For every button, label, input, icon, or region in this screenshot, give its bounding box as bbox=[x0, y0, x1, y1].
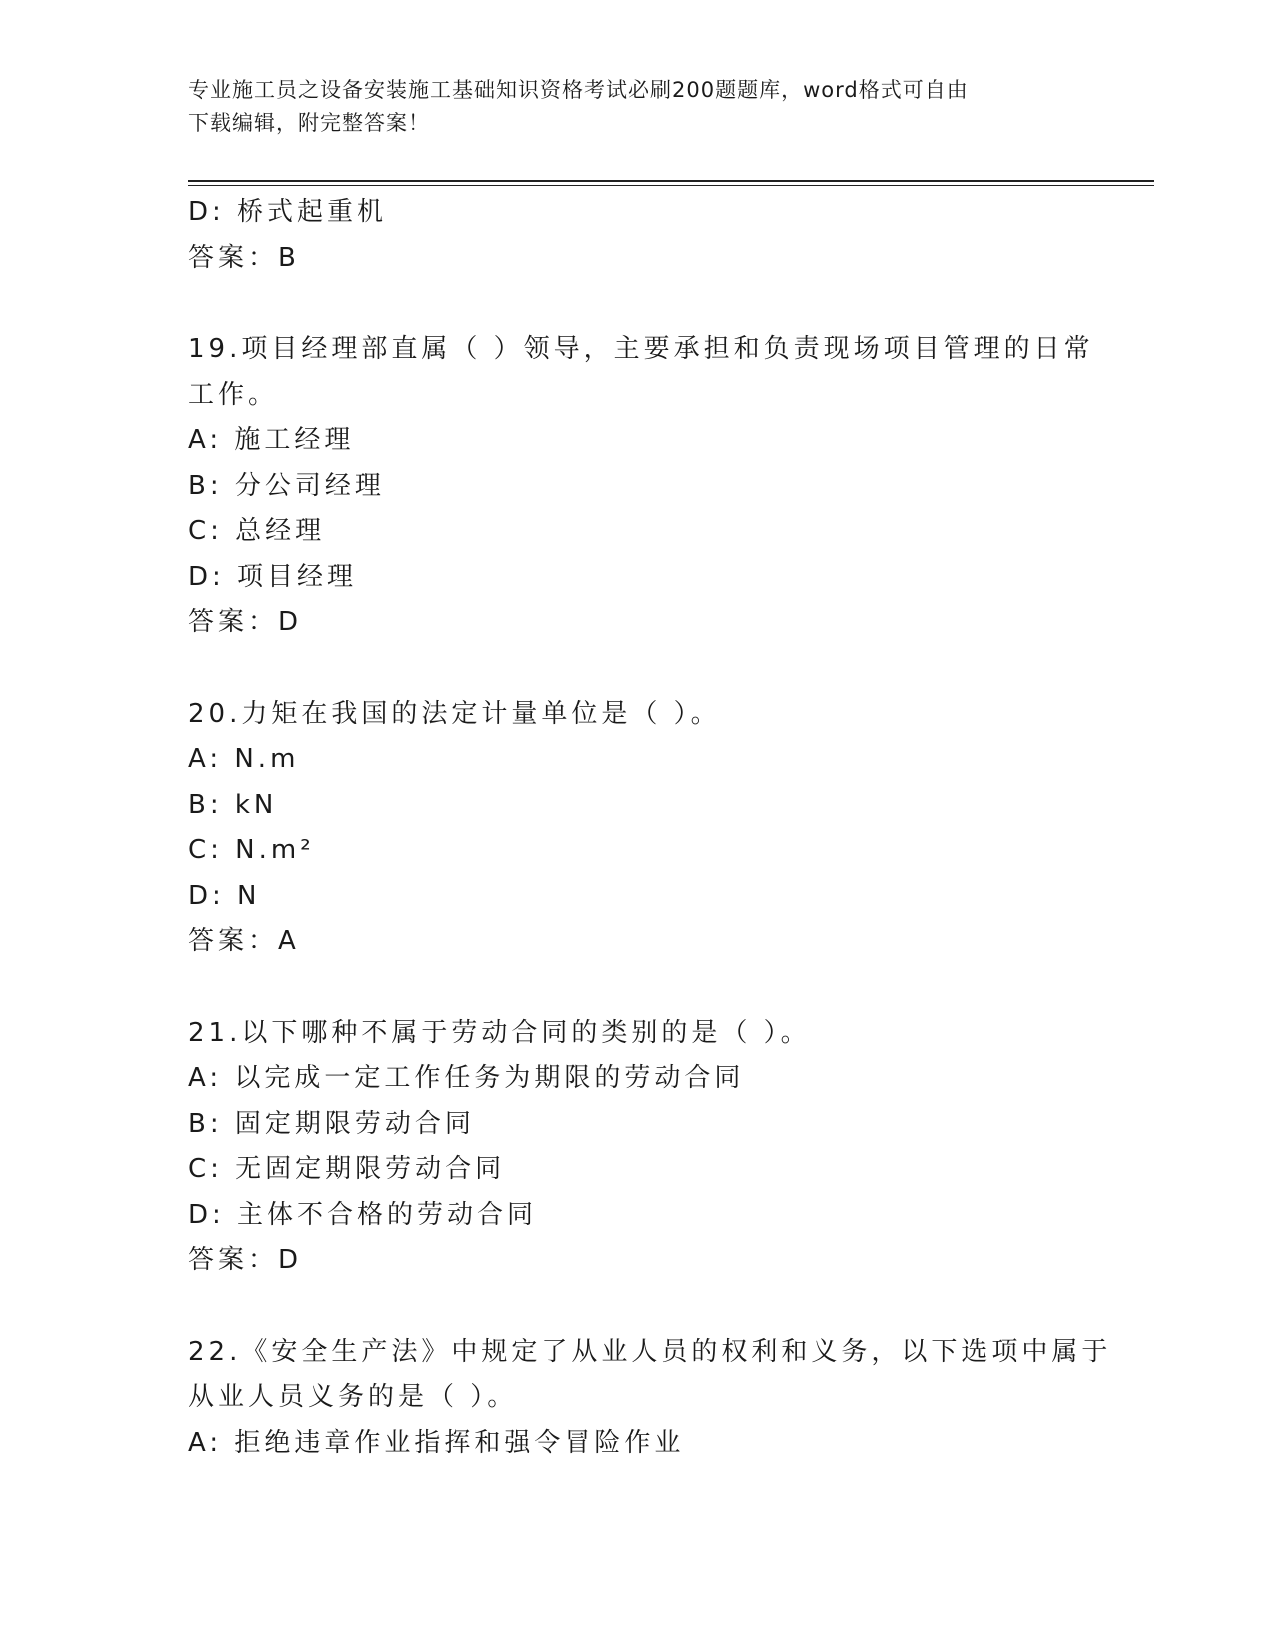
option-text: B: kN bbox=[188, 789, 278, 820]
option-text: D: 项目经理 bbox=[188, 561, 358, 592]
answer-text: 答案：D bbox=[188, 607, 303, 637]
header-divider-thin bbox=[188, 185, 1154, 186]
option-text: D: 桥式起重机 bbox=[188, 197, 388, 227]
question-stem: 19.项目经理部直属（ ）领导，主要承担和负责现场项目管理的日常 bbox=[188, 334, 1094, 364]
option-text: C: 无固定期限劳动合同 bbox=[188, 1154, 506, 1184]
option-text: A: 拒绝违章作业指挥和强令冒险作业 bbox=[188, 1427, 685, 1458]
header-divider-thick bbox=[188, 180, 1154, 182]
answer-text: 答案：D bbox=[188, 1245, 303, 1275]
option-text: D: N bbox=[188, 880, 261, 911]
option-text: A: N.m bbox=[188, 744, 300, 774]
option-text: C: 总经理 bbox=[188, 516, 326, 546]
question-20 bbox=[188, 692, 1088, 965]
option-text: B: 固定期限劳动合同 bbox=[188, 1108, 475, 1139]
question-21 bbox=[188, 1011, 1088, 1284]
document-header bbox=[188, 74, 1078, 140]
option-text: B: 分公司经理 bbox=[188, 470, 385, 501]
question-stem: 21.以下哪种不属于劳动合同的类别的是（ ）。 bbox=[188, 1017, 811, 1048]
header-line-2: 下载编辑，附完整答案！ bbox=[188, 111, 430, 135]
question-19 bbox=[188, 327, 1094, 646]
answer-text: 答案：A bbox=[188, 926, 300, 956]
option-text: A: 施工经理 bbox=[188, 425, 355, 455]
option-text: D: 主体不合格的劳动合同 bbox=[188, 1199, 538, 1230]
question-stem: 工作。 bbox=[188, 379, 279, 410]
question-stem: 从业人员义务的是（ ）。 bbox=[188, 1382, 518, 1412]
option-text: C: N.m² bbox=[188, 835, 315, 865]
header-line-1: 专业施工员之设备安装施工基础知识资格考试必刷200题题库，word格式可自由 bbox=[188, 78, 969, 102]
answer-text: 答案：B bbox=[188, 242, 300, 273]
question-stem: 20.力矩在我国的法定计量单位是（ ）。 bbox=[188, 698, 721, 729]
question-list bbox=[188, 190, 1112, 1466]
question-22 bbox=[188, 1330, 1112, 1467]
option-text: A: 以完成一定工作任务为期限的劳动合同 bbox=[188, 1063, 745, 1093]
question-stem: 22.《安全生产法》中规定了从业人员的权利和义务，以下选项中属于 bbox=[188, 1336, 1112, 1367]
